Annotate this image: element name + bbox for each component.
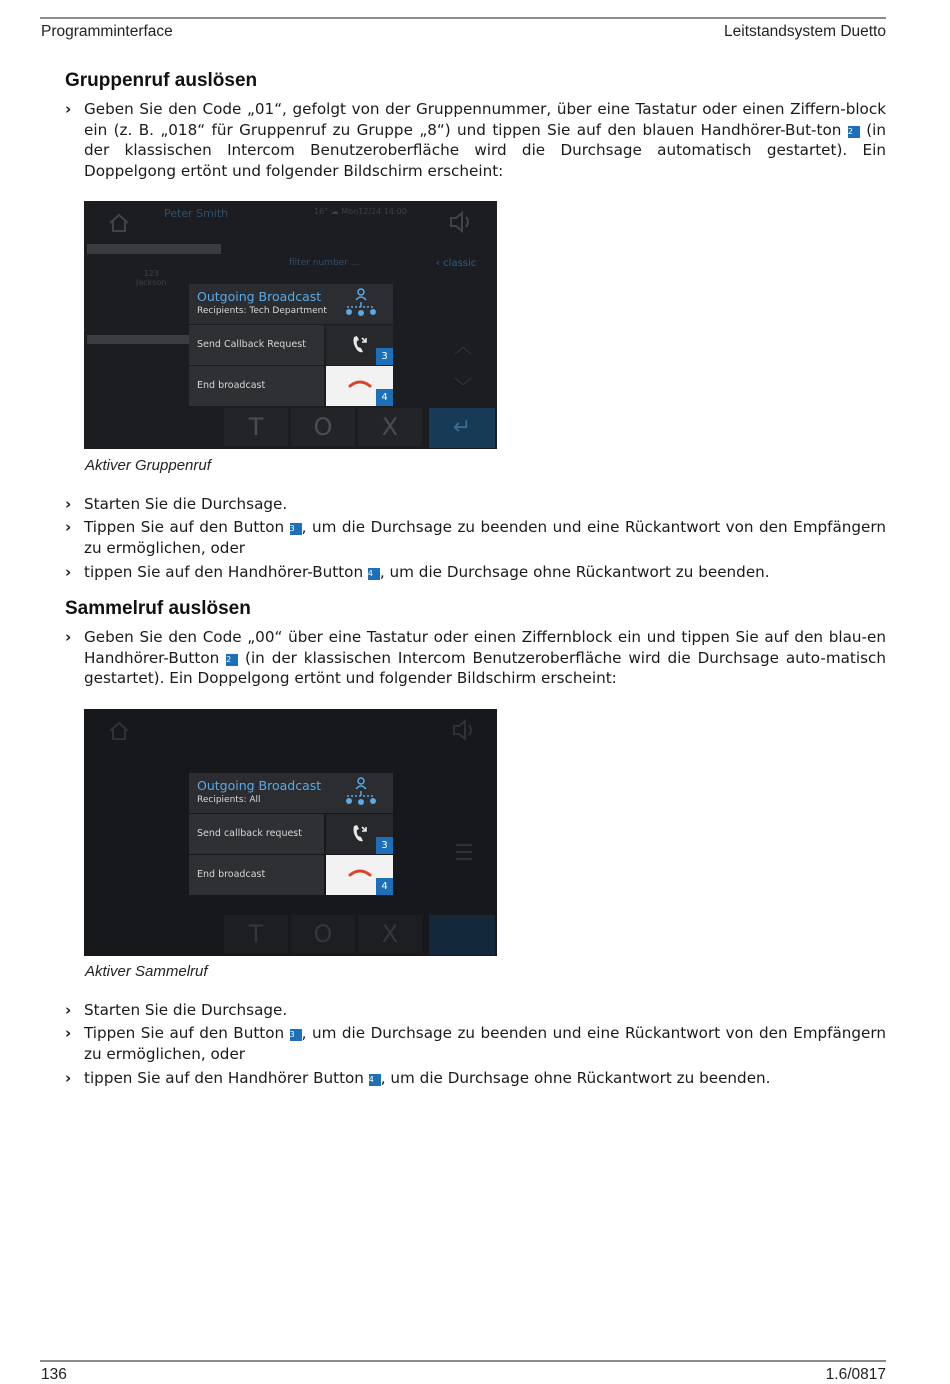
key-o: O <box>291 408 355 446</box>
bullet-arrow-icon: › <box>65 1024 72 1042</box>
dialog-subtitle: Recipients: Tech Department <box>197 306 327 316</box>
callback-button[interactable] <box>326 814 393 854</box>
footer-rule <box>40 1360 886 1362</box>
key-t: T <box>224 915 288 953</box>
bullet-arrow-icon: › <box>65 628 72 646</box>
callback-row <box>189 814 393 854</box>
key-x: X <box>358 915 422 953</box>
footer-page-number: 136 <box>41 1366 67 1383</box>
callback-label: Send callback request <box>189 814 324 854</box>
bullet-text: Tippen Sie auf den Button 3 , um die Durchsage zu beenden und eine Rückantwort von den Empfängern zu ermöglichen, oder <box>84 518 887 557</box>
header-left: Programminterface <box>41 23 173 40</box>
badge-4: 4 <box>369 1074 381 1086</box>
bg-chevron-down-icon: ﹀ <box>454 377 472 398</box>
bullet-step3-gruppenruf <box>65 562 886 583</box>
bullet-step2-gruppenruf <box>65 517 886 558</box>
end-broadcast-label: End broadcast <box>189 855 324 895</box>
home-icon <box>108 721 130 741</box>
call-key <box>429 915 495 955</box>
callback-label: Send Callback Request <box>189 325 324 365</box>
dialog-header <box>189 284 393 324</box>
bullet-intro-gruppenruf <box>65 99 886 181</box>
bullet-arrow-icon: › <box>65 518 72 536</box>
end-broadcast-button[interactable] <box>326 855 393 895</box>
bullet-text: Geben Sie den Code „01“, gefolgt von der Gruppennummer, über eine Tastatur oder einen Ziffern-block ein (z. B. „018“ für Gruppenruf zu Gruppe „8“) und tippen Sie auf den blauen Handhörer-But-ton 2 (in der klassischen Intercom Benutzeroberfläche wird die Durchsage automatisch gestartet). Ein Doppelgong ertönt und folgender Bildschirm erscheint: <box>84 100 887 180</box>
network-icon <box>343 777 379 807</box>
speaker-icon <box>452 719 478 741</box>
callback-row <box>189 325 393 365</box>
bullet-text: tippen Sie auf den Handhörer-Button 4 , um die Durchsage ohne Rückantwort zu beenden. <box>84 563 770 581</box>
bullet-arrow-icon: › <box>65 495 72 513</box>
key-x: X <box>358 408 422 446</box>
broadcast-dialog <box>189 773 393 895</box>
bullet-arrow-icon: › <box>65 1069 72 1087</box>
badge-3: 3 <box>376 348 393 365</box>
badge-3: 3 <box>290 523 302 535</box>
bullet-text: Tippen Sie auf den Button 3 , um die Durchsage zu beenden und eine Rückantwort von den Empfängern zu ermöglichen, oder <box>84 1024 887 1063</box>
key-o: O <box>291 915 355 953</box>
home-icon <box>108 213 130 233</box>
bg-list-bar <box>87 335 191 344</box>
header-rule <box>40 17 886 19</box>
bullet-arrow-icon: › <box>65 100 72 118</box>
bg-menu-icon: ☰ <box>454 841 474 866</box>
bg-progress-bar <box>87 244 221 254</box>
hangup-icon <box>348 868 372 878</box>
bullet-step1-sammelruf: › Starten Sie die Durchsage. <box>65 1001 288 1019</box>
dialog-header <box>189 773 393 813</box>
end-broadcast-button[interactable] <box>326 366 393 406</box>
header-right: Leitstandsystem Duetto <box>724 23 886 40</box>
dialog-subtitle: Recipients: All <box>197 795 261 805</box>
bullet-text: tippen Sie auf den Handhörer Button 4 , um die Durchsage ohne Rückantwort zu beenden. <box>84 1069 771 1087</box>
callback-button[interactable] <box>326 325 393 365</box>
bg-filter-input: filter number ... <box>289 258 360 268</box>
caption-sammelruf: Aktiver Sammelruf <box>85 963 208 980</box>
bullet-arrow-icon: › <box>65 563 72 581</box>
screenshot-gruppenruf <box>84 201 497 449</box>
dialog-title: Outgoing Broadcast <box>197 778 322 793</box>
hangup-icon <box>348 379 372 389</box>
section-heading-gruppenruf: Gruppenruf auslösen <box>65 70 258 91</box>
bg-contact-entry: 123 Jackson <box>136 269 167 287</box>
key-t: T <box>224 408 288 446</box>
enter-key: ↵ <box>429 408 495 448</box>
caption-gruppenruf: Aktiver Gruppenruf <box>85 457 211 474</box>
handset-callback-icon <box>350 335 370 355</box>
bg-chevron-up-icon: ︿ <box>454 337 472 358</box>
badge-2: 2 <box>226 654 238 666</box>
section-heading-sammelruf: Sammelruf auslösen <box>65 598 251 619</box>
speaker-icon <box>449 211 475 233</box>
handset-callback-icon <box>350 824 370 844</box>
bg-contact-name: Peter Smith <box>164 207 229 220</box>
footer-version: 1.6/0817 <box>825 1366 886 1383</box>
screenshot-sammelruf <box>84 709 497 956</box>
network-icon <box>343 288 379 318</box>
dialog-title: Outgoing Broadcast <box>197 289 322 304</box>
badge-3: 3 <box>290 1029 302 1041</box>
bullet-step1-gruppenruf: › Starten Sie die Durchsage. <box>65 495 288 513</box>
badge-4: 4 <box>368 568 380 580</box>
badge-4: 4 <box>376 389 393 406</box>
bg-weather-time: 16° ☁ Mon12/24 14:00 <box>314 207 407 216</box>
bullet-step3-sammelruf <box>65 1068 886 1089</box>
bullet-step2-sammelruf <box>65 1023 886 1064</box>
end-broadcast-row <box>189 855 393 895</box>
end-broadcast-label: End broadcast <box>189 366 324 406</box>
bg-classic-link: ‹ classic <box>436 258 477 269</box>
bullet-intro-sammelruf <box>65 627 886 689</box>
bullet-arrow-icon: › <box>65 1001 72 1019</box>
badge-4: 4 <box>376 878 393 895</box>
end-broadcast-row <box>189 366 393 406</box>
badge-3: 3 <box>376 837 393 854</box>
badge-2: 2 <box>848 126 860 138</box>
bullet-text: Geben Sie den Code „00“ über eine Tastatur oder einen Ziffernblock ein und tippen Sie auf den blau-en Handhörer-Button 2 (in der klassischen Intercom Benutzeroberfläche wird die Durchsage auto-matisch gestartet). Ein Doppelgong ertönt und folgender Bildschirm erscheint: <box>84 628 887 687</box>
broadcast-dialog <box>189 284 393 406</box>
